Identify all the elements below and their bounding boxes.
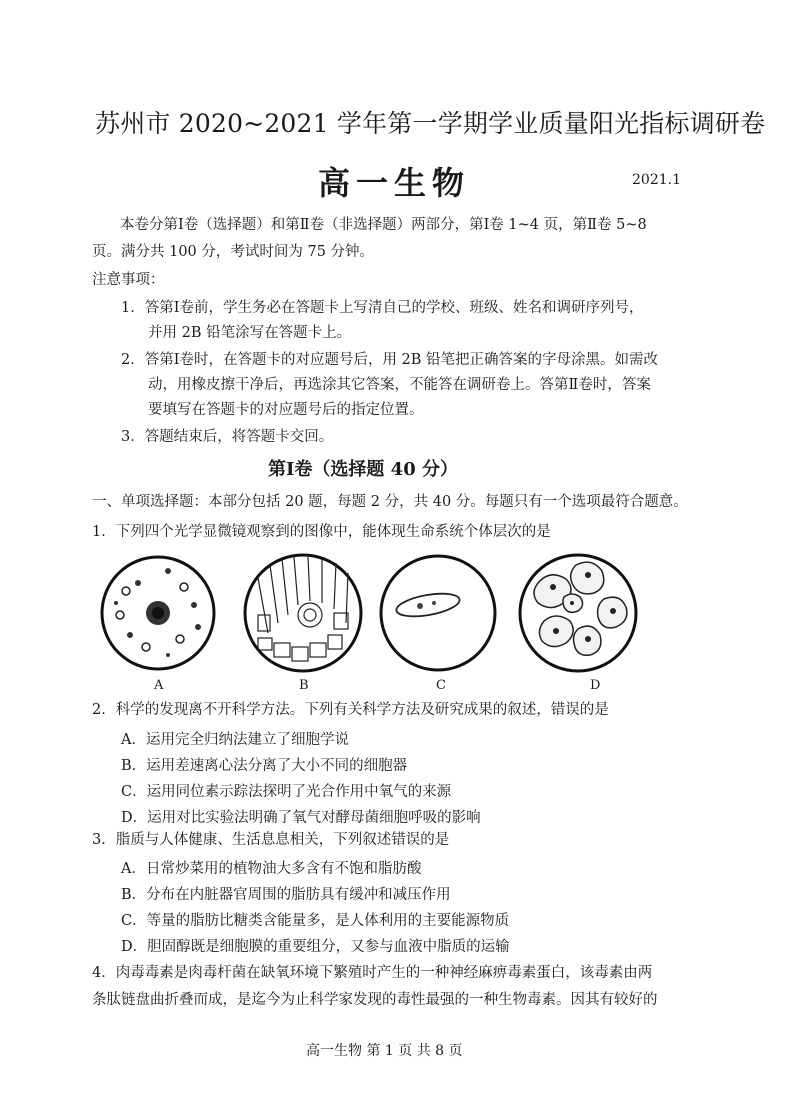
q3-option-a: A．日常炒菜用的植物油大多含有不饱和脂肪酸 (121, 861, 422, 877)
section-title: 第Ⅰ卷（选择题 40 分） (268, 459, 459, 480)
q1-caption-c: C (436, 678, 446, 693)
note-2-line-1: 2．答第Ⅰ卷时，在答题卡的对应题号后，用 2B 铅笔把正确答案的字母涂黑。如需改 (121, 352, 659, 368)
q1-stem: 1．下列四个光学显微镜观察到的图像中，能体现生命系统个体层次的是 (92, 524, 551, 540)
microscope-view-a (102, 557, 214, 669)
page-footer: 高一生物 第 1 页 共 8 页 (306, 1043, 463, 1059)
q3-stem: 3．脂质与人体健康、生活息息相关，下列叙述错误的是 (92, 832, 450, 848)
q2-stem: 2．科学的发现离不开科学方法。下列有关科学方法及研究成果的叙述，错误的是 (92, 702, 609, 718)
intro-line-1: 本卷分第Ⅰ卷（选择题）和第Ⅱ卷（非选择题）两部分，第Ⅰ卷 1~4 页，第Ⅱ卷 5~8 (120, 217, 647, 233)
q2-option-a: A．运用完全归纳法建立了细胞学说 (121, 732, 349, 748)
notes-heading: 注意事项： (92, 272, 165, 288)
microscope-view-b (245, 555, 361, 671)
subject-title: 高一生物 (318, 164, 471, 202)
q3-option-d: D．胆固醇既是细胞膜的重要组分，又参与血液中脂质的运输 (121, 939, 510, 955)
q1-caption-d: D (590, 678, 601, 693)
q2-option-d: D．运用对比实验法明确了氧气对酵母菌细胞呼吸的影响 (121, 810, 481, 826)
note-1-line-1: 1．答第Ⅰ卷前，学生务必在答题卡上写清自己的学校、班级、姓名和调研序列号， (121, 300, 644, 316)
q2-option-c: C．运用同位素示踪法探明了光合作用中氧气的来源 (121, 784, 452, 800)
q4-line-1: 4．肉毒毒素是肉毒杆菌在缺氧环境下繁殖时产生的一种神经麻痹毒素蛋白，该毒素由两 (92, 965, 653, 981)
q1-microscope-figure (98, 543, 648, 678)
note-2-line-2: 动，用橡皮擦干净后，再选涂其它答案，不能答在调研卷上。答第Ⅱ卷时，答案 (148, 377, 651, 393)
exam-date: 2021.1 (632, 172, 681, 188)
note-3-line-1: 3．答题结束后，将答题卡交回。 (121, 429, 334, 445)
q2-option-b: B．运用差速离心法分离了大小不同的细胞器 (121, 758, 408, 774)
note-1-line-2: 并用 2B 铅笔涂写在答题卡上。 (148, 325, 352, 341)
exam-title: 苏州市 2020~2021 学年第一学期学业质量阳光指标调研卷 (95, 109, 766, 138)
q3-option-b: B．分布在内脏器官周围的脂肪具有缓冲和减压作用 (121, 887, 451, 903)
microscope-view-d (520, 555, 636, 671)
microscope-view-c (381, 556, 495, 670)
intro-line-2: 页。满分共 100 分，考试时间为 75 分钟。 (92, 244, 375, 260)
q1-caption-a: A (154, 678, 164, 693)
note-2-line-3: 要填写在答题卡的对应题号后的指定位置。 (148, 402, 424, 418)
part1-heading: 一、单项选择题：本部分包括 20 题，每题 2 分，共 40 分。每题只有一个选项最符合题意。 (92, 494, 688, 510)
q1-caption-b: B (299, 678, 309, 693)
q4-line-2: 条肽链盘曲折叠而成，是迄今为止科学家发现的毒性最强的一种生物毒素。因其有较好的 (92, 992, 658, 1008)
q3-option-c: C．等量的脂肪比糖类含能量多，是人体利用的主要能源物质 (121, 913, 510, 929)
